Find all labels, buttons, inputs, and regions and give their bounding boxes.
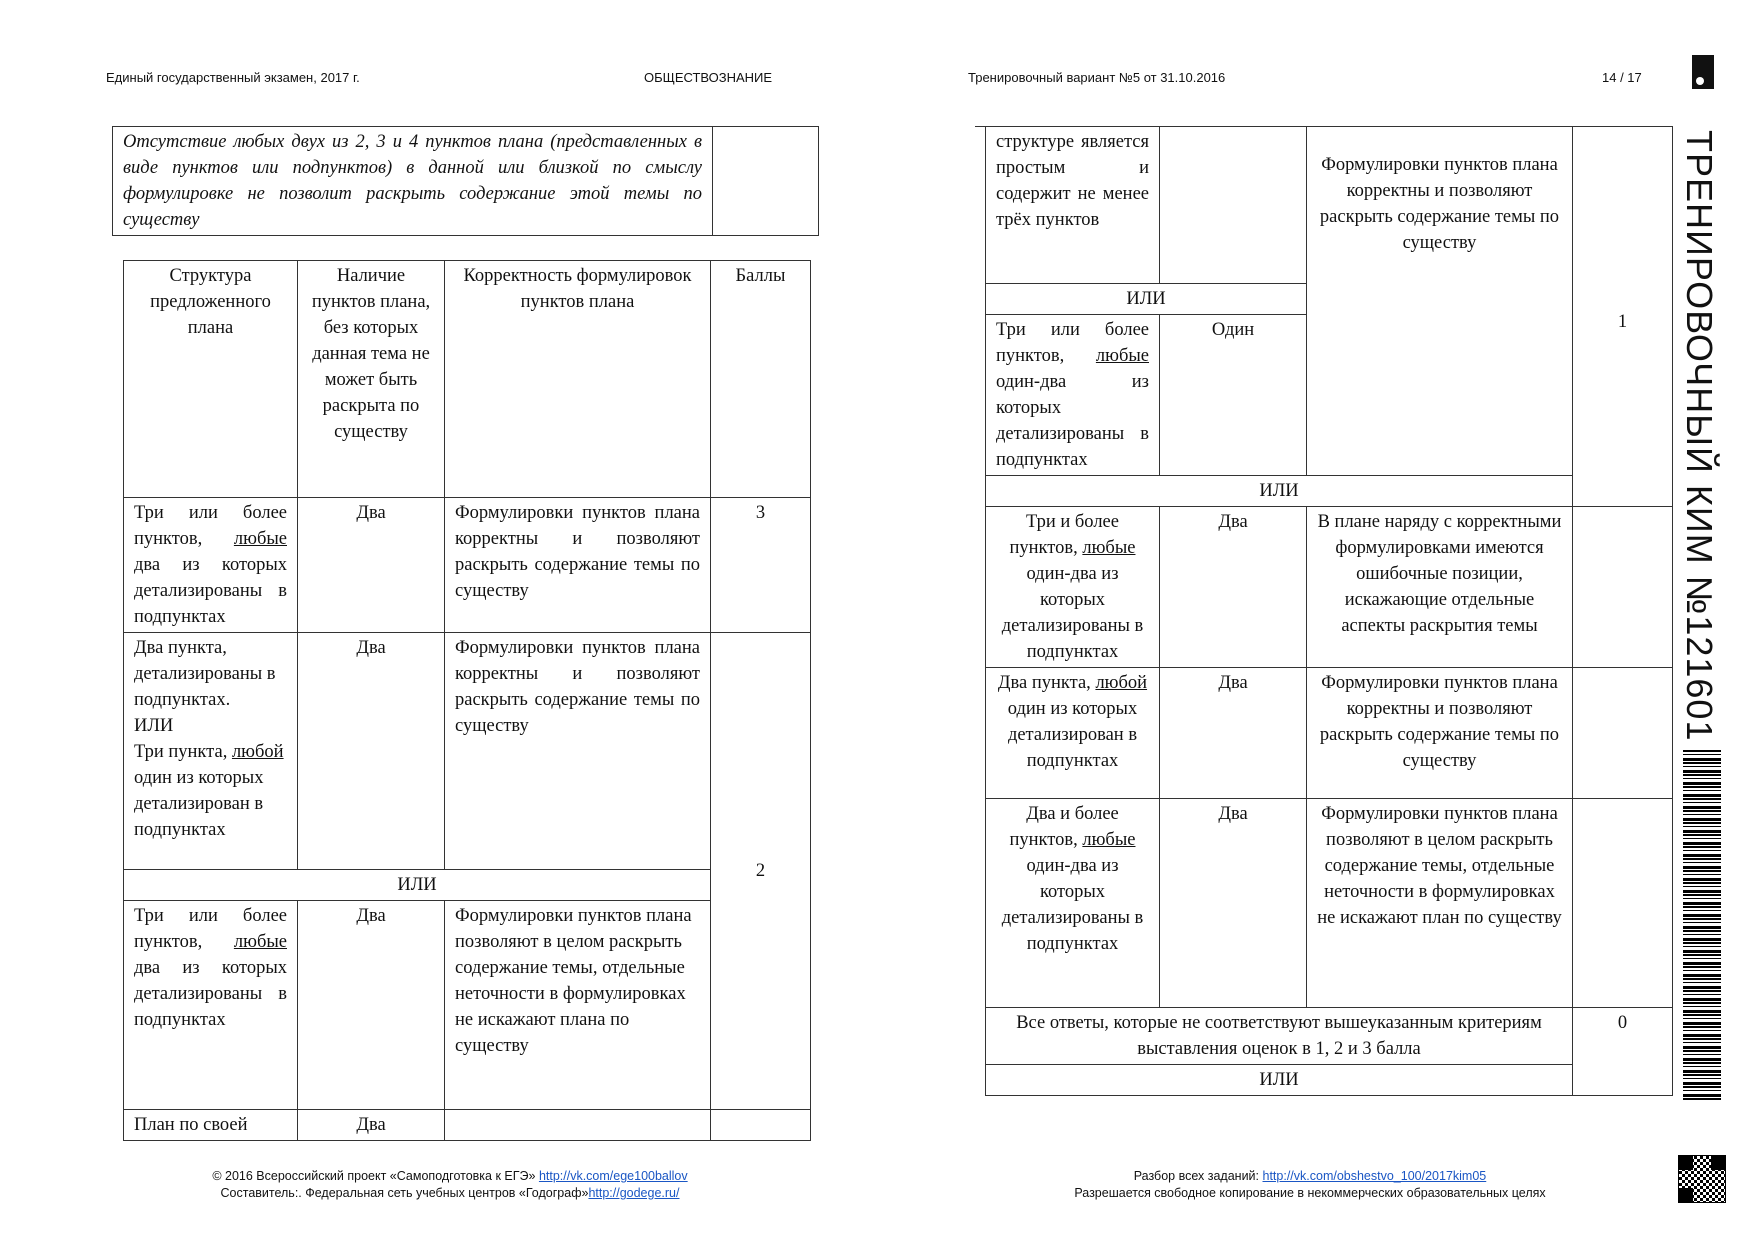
or-row (986, 476, 1673, 507)
score-cell (1573, 668, 1673, 799)
footer-left: © 2016 Всероссийский проект «Самоподготовка к ЕГЭ» http://vk.com/ege100ballov Составитель:. Федеральная сеть учебных центров «Годограф»http://godege.ru/ (212, 1169, 688, 1200)
structure-cell: Два пункта, любой один из которых детализирован в подпунктах (986, 668, 1160, 799)
variant-title: Тренировочный вариант №5 от 31.10.2016 (968, 70, 1226, 85)
structure-cell: Два пункта, детализированы в подпунктах. ИЛИ Три пункта, любой один из которых детализирован в подпунктах (124, 633, 298, 870)
or-label: ИЛИ (986, 476, 1573, 507)
table-row (124, 498, 811, 633)
note-empty-cell (713, 127, 819, 236)
wording-cell: Формулировки пунктов плана позволяют в целом раскрыть содержание темы, отдельные неточности в формулировках не искажают плана по существу (445, 901, 711, 1110)
or-label: ИЛИ (986, 284, 1307, 315)
header-score: Баллы (711, 261, 811, 498)
structure-cell: Три и более пунктов, любые один-два из которых детализированы в подпунктах (986, 507, 1160, 668)
table-header-row (124, 261, 811, 498)
footer-link-kim[interactable]: http://vk.com/obshestvo_100/2017kim05 (1262, 1169, 1487, 1183)
score-cell (1573, 507, 1673, 668)
count-cell: Два (1160, 507, 1307, 668)
page-number: 14 / 17 (1602, 70, 1642, 85)
structure-cell: Три или более пунктов, любые один-два из которых детализированы в подпунктах (986, 315, 1160, 476)
table-row (986, 127, 1673, 284)
header-structure: Структура предложенного плана (124, 261, 298, 498)
subject-title: ОБЩЕСТВОЗНАНИЕ (644, 70, 773, 85)
or-row (986, 1065, 1673, 1096)
structure-cell: Три или более пунктов, любые два из которых детализированы в подпунктах (124, 901, 298, 1110)
header-wording: Корректность формулировок пунктов плана (445, 261, 711, 498)
note-box (112, 126, 819, 236)
right-criteria-table (985, 126, 1673, 1096)
footer-link-vk[interactable]: http://vk.com/ege100ballov (538, 1169, 688, 1183)
count-cell: Два (298, 1110, 445, 1141)
score-cell (711, 1110, 811, 1141)
corner-marker-icon (1692, 55, 1714, 89)
wording-cell (445, 1110, 711, 1141)
or-label: ИЛИ (124, 870, 711, 901)
exam-title: Единый государственный экзамен, 2017 г. (106, 70, 360, 85)
table-row (986, 799, 1673, 1008)
table-row (124, 633, 811, 870)
structure-cell: План по своей (124, 1110, 298, 1141)
table-row (986, 1008, 1673, 1065)
wording-cell: Формулировки пунктов плана корректны и позволяют раскрыть содержание темы по существу (445, 498, 711, 633)
footer-link-godege[interactable]: http://godege.ru/ (588, 1186, 680, 1200)
footer-right: Разбор всех заданий: http://vk.com/obshestvo_100/2017kim05 Разрешается свободное копирование в некоммерческих образовательных целях (1074, 1169, 1546, 1200)
wording-cell: Формулировки пунктов плана корректны и позволяют раскрыть содержание темы по существу (1307, 127, 1573, 476)
table-row (124, 901, 811, 1110)
count-cell: Два (1160, 668, 1307, 799)
side-title: ТРЕНИРОВОЧНЫЙ КИМ №121601 (1679, 130, 1720, 742)
structure-cell: Три или более пунктов, любые два из которых детализированы в подпунктах (124, 498, 298, 633)
or-label: ИЛИ (986, 1065, 1573, 1096)
barcode-icon (1683, 750, 1721, 1100)
score-cell: 0 (1573, 1008, 1673, 1096)
table-row (986, 507, 1673, 668)
score-cell: 3 (711, 498, 811, 633)
structure-cell: Два и более пунктов, любые один-два из которых детализированы в подпунктах (986, 799, 1160, 1008)
note-text: Отсутствие любых двух из 2, 3 и 4 пунктов плана (представленных в виде пунктов или подпунктов) в данной или близкой по смыслу формулировке не позволит раскрыть содержание этой темы по существу (113, 127, 713, 236)
or-row (124, 870, 811, 901)
count-cell: Два (1160, 799, 1307, 1008)
fallback-criteria-cell: Все ответы, которые не соответствуют вышеуказанным критериям выставления оценок в 1, 2 и 3 балла (986, 1008, 1573, 1065)
score-cell: 1 (1573, 127, 1673, 507)
count-cell: Один (1160, 315, 1307, 476)
wording-cell: В плане наряду с корректными формулировками имеются ошибочные позиции, искажающие отдельные аспекты раскрытия темы (1307, 507, 1573, 668)
count-cell: Два (298, 498, 445, 633)
wording-cell: Формулировки пунктов плана корректны и позволяют раскрыть содержание темы по существу (1307, 668, 1573, 799)
table-row (124, 1110, 811, 1141)
count-cell: Два (298, 901, 445, 1110)
header-points: Наличие пунктов плана, без которых данная тема не может быть раскрыта по существу (298, 261, 445, 498)
left-criteria-table (123, 260, 811, 1141)
count-cell (1160, 127, 1307, 284)
table-row (986, 668, 1673, 799)
count-cell: Два (298, 633, 445, 870)
score-cell: 2 (711, 633, 811, 1110)
score-cell (1573, 799, 1673, 1008)
structure-cell: структуре является простым и содержит не менее трёх пунктов (986, 127, 1160, 284)
qr-code-icon (1678, 1155, 1726, 1203)
wording-cell: Формулировки пунктов плана позволяют в целом раскрыть содержание темы, отдельные неточности в формулировках не искажают план по существу (1307, 799, 1573, 1008)
wording-cell: Формулировки пунктов плана корректны и позволяют раскрыть содержание темы по существу (445, 633, 711, 870)
